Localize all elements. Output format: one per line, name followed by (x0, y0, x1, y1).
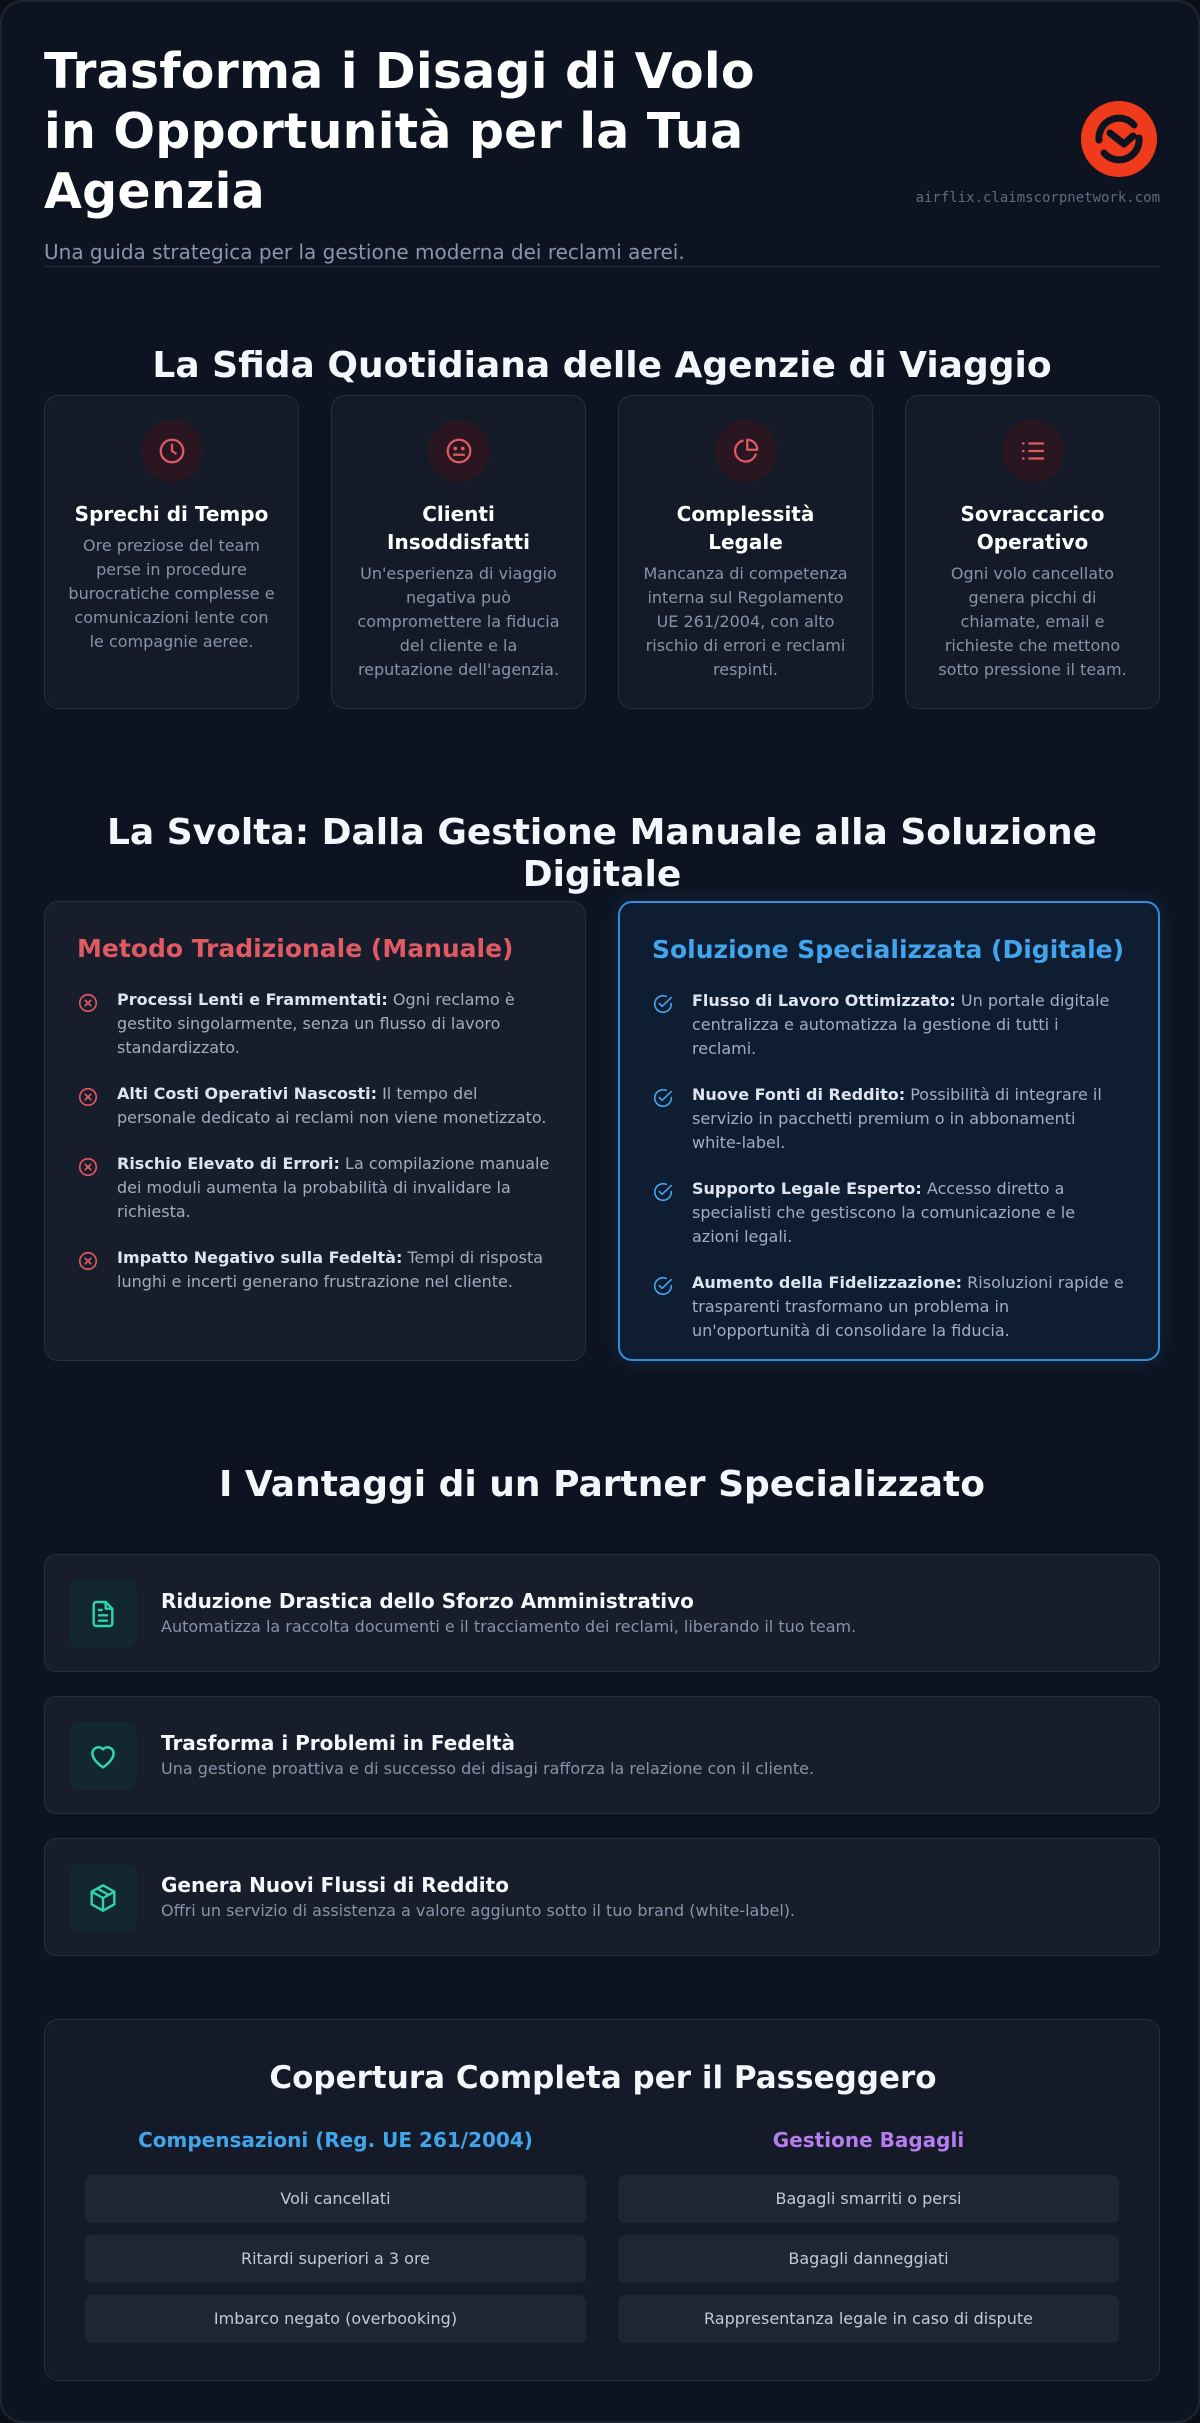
challenge-card (331, 395, 586, 709)
challenge-card-title: Complessità Legale (676, 502, 815, 554)
advantage-title: Trasforma i Problemi in Fedeltà (161, 1731, 516, 1755)
coverage-card (44, 2019, 1160, 2381)
neutral-face-icon (428, 420, 490, 482)
coverage-item: Ritardi superiori a 3 ore (85, 2235, 586, 2283)
challenge-card (618, 395, 873, 709)
heart-icon (69, 1722, 137, 1790)
document-icon (69, 1580, 137, 1648)
advantage-text: Una gestione proattiva e di successo dei disagi rafforza la relazione con il cliente. (161, 1759, 815, 1778)
coverage-item: Imbarco negato (overbooking) (85, 2295, 586, 2343)
traditional-method-title: Metodo Tradizionale (Manuale) (77, 934, 514, 963)
traditional-item-heading: Impatto Negativo sulla Fedeltà: (117, 1248, 403, 1267)
challenge-card-text: Mancanza di competenza interna sul Regolamento UE 261/2004, con alto rischio di errori e reclami respinti. (643, 564, 848, 679)
check-circle-icon (652, 1181, 674, 1203)
digital-item (652, 1083, 1126, 1155)
airflix-logo-icon (1080, 100, 1158, 178)
domain-label: airflix.claimscorpnetwork.com (915, 190, 1160, 206)
advantages-section-title: I Vantaggi di un Partner Specializzato (218, 1464, 985, 1505)
compensation-column (85, 2128, 586, 2343)
digital-item (652, 1177, 1126, 1249)
pie-chart-icon (715, 420, 777, 482)
challenge-card-title: Sprechi di Tempo (74, 502, 269, 526)
advantage-card (44, 1838, 1160, 1956)
challenge-card-text: Ogni volo cancellato genera picchi di chiamate, email e richieste che mettono sotto pressione il team. (938, 564, 1127, 679)
x-circle-icon (77, 1086, 99, 1108)
advantage-text: Automatizza la raccolta documenti e il tracciamento dei reclami, liberando il tuo team. (161, 1617, 857, 1636)
traditional-item-heading: Rischio Elevato di Errori: (117, 1154, 340, 1173)
traditional-item (77, 1082, 553, 1130)
advantage-title: Riduzione Drastica dello Sforzo Amministrativo (161, 1589, 694, 1613)
digital-item-text: Risoluzioni rapide e trasparenti trasformano un problema in un'opportunità di consolidare la fiducia. (692, 1273, 1124, 1340)
challenge-card-title: Clienti Insoddisfatti (387, 502, 530, 554)
traditional-item-text: La compilazione manuale dei moduli aumenta la probabilità di invalidare la richiesta. (117, 1154, 550, 1221)
check-circle-icon (652, 1275, 674, 1297)
digital-item (652, 1271, 1126, 1343)
traditional-item-heading: Alti Costi Operativi Nascosti: (117, 1084, 377, 1103)
coverage-title: Copertura Completa per il Passeggero (269, 2060, 937, 2096)
advantage-card (44, 1554, 1160, 1672)
challenge-cards (44, 395, 1160, 709)
digital-item-heading: Aumento della Fidelizzazione: (692, 1273, 963, 1292)
digital-item (652, 989, 1126, 1061)
advantage-card (44, 1696, 1160, 1814)
shift-section-title: La Svolta: Dalla Gestione Manuale alla Soluzione Digitale (106, 812, 1098, 895)
digital-item-heading: Nuove Fonti di Reddito: (692, 1085, 906, 1104)
baggage-column (618, 2128, 1119, 2343)
traditional-method-card (44, 901, 586, 1361)
digital-item-heading: Supporto Legale Esperto: (692, 1179, 922, 1198)
coverage-item: Bagagli danneggiati (618, 2235, 1119, 2283)
challenge-card-text: Un'esperienza di viaggio negativa può compromettere la fiducia del cliente e la reputazione dell'agenzia. (357, 564, 560, 679)
clock-icon (141, 420, 203, 482)
traditional-item (77, 1152, 553, 1224)
coverage-item: Voli cancellati (85, 2175, 586, 2223)
page-title: Trasforma i Disagi di Volo in Opportunità per la Tua Agenzia (44, 43, 755, 220)
digital-solution-card (618, 901, 1160, 1361)
challenge-section-title: La Sfida Quotidiana delle Agenzie di Viaggio (152, 345, 1052, 386)
page-subtitle: Una guida strategica per la gestione moderna dei reclami aerei. (44, 240, 685, 264)
traditional-item-text: Ogni reclamo è gestito singolarmente, senza un flusso di lavoro standardizzato. (117, 990, 515, 1057)
coverage-item: Rappresentanza legale in caso di dispute (618, 2295, 1119, 2343)
traditional-item-text: Il tempo del personale dedicato ai reclami non viene monetizzato. (117, 1084, 547, 1127)
check-circle-icon (652, 1087, 674, 1109)
traditional-item-heading: Processi Lenti e Frammentati: (117, 990, 388, 1009)
list-icon (1002, 420, 1064, 482)
page-header (44, 42, 1160, 268)
challenge-card-title: Sovraccarico Operativo (960, 502, 1105, 554)
digital-item-heading: Flusso di Lavoro Ottimizzato: (692, 991, 956, 1010)
x-circle-icon (77, 992, 99, 1014)
digital-item-text: Possibilità di integrare il servizio in pacchetti premium o in abbonamenti white-label. (692, 1085, 1102, 1152)
digital-item-text: Un portale digitale centralizza e automatizza la gestione di tutti i reclami. (692, 991, 1110, 1058)
compensation-heading: Compensazioni (Reg. UE 261/2004) (138, 2128, 533, 2152)
traditional-item-text: Tempi di risposta lunghi e incerti generano frustrazione nel cliente. (117, 1248, 544, 1291)
header-divider (44, 266, 1160, 267)
baggage-heading: Gestione Bagagli (772, 2128, 965, 2152)
traditional-item (77, 988, 553, 1060)
x-circle-icon (77, 1156, 99, 1178)
check-circle-icon (652, 993, 674, 1015)
challenge-card-text: Ore preziose del team perse in procedure burocratiche complesse e comunicazioni lente con le compagnie aeree. (68, 536, 275, 651)
digital-solution-title: Soluzione Specializzata (Digitale) (652, 935, 1125, 964)
advantage-title: Genera Nuovi Flussi di Reddito (161, 1873, 509, 1897)
cube-icon (69, 1864, 137, 1932)
traditional-item (77, 1246, 553, 1294)
challenge-card (44, 395, 299, 709)
coverage-item: Bagagli smarriti o persi (618, 2175, 1119, 2223)
advantage-text: Offri un servizio di assistenza a valore aggiunto sotto il tuo brand (white-label). (161, 1901, 796, 1920)
challenge-card (905, 395, 1160, 709)
digital-item-text: Accesso diretto a specialisti che gestiscono la comunicazione e le azioni legali. (692, 1179, 1076, 1246)
x-circle-icon (77, 1250, 99, 1272)
